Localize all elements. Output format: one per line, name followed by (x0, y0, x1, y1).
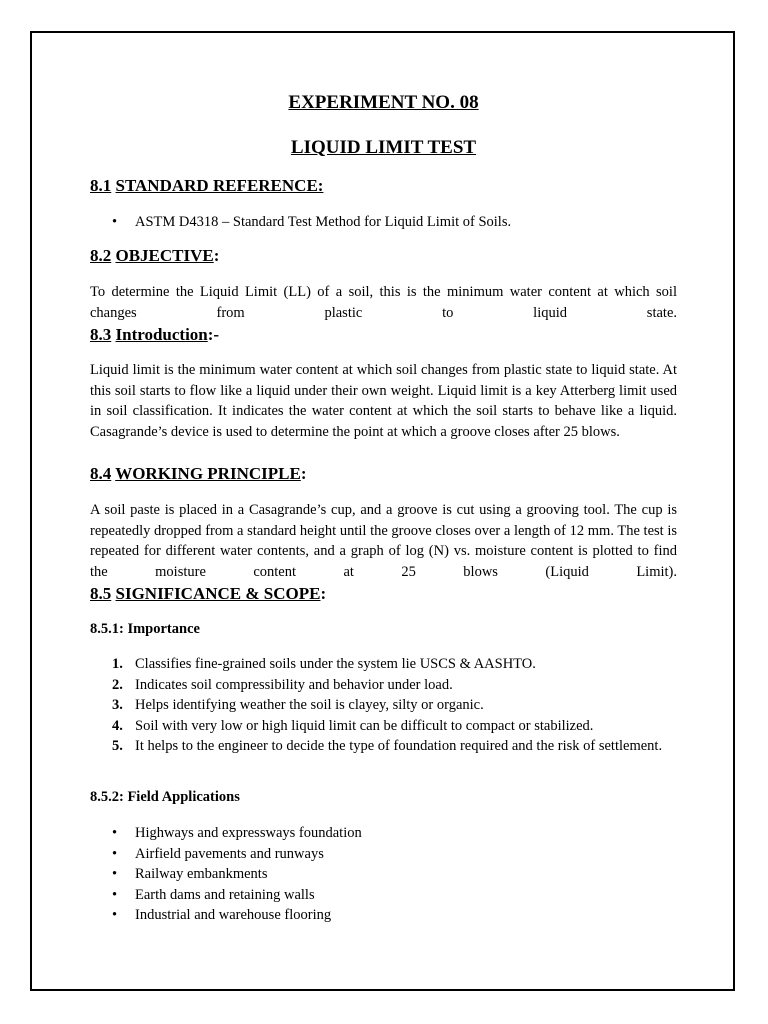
section-8-1-heading (90, 176, 323, 196)
list-item: 4. Soil with very low or high liquid limit can be difficult to compact or stabilized. (112, 717, 594, 734)
list-item: • Airfield pavements and runways (90, 844, 677, 865)
bullet-icon: • (112, 845, 118, 862)
field-applications-subheading: 8.5.2: Field Applications (90, 789, 240, 805)
list-item: • Earth dams and retaining walls (90, 885, 677, 906)
list-item: • Railway embankments (90, 864, 677, 885)
importance-list (90, 654, 677, 757)
section-number: 8.1 (90, 176, 112, 195)
section-8-5-heading: 8.5 SIGNIFICANCE & SCOPE: (90, 584, 327, 603)
test-title: LIQUID LIMIT TEST (290, 137, 477, 158)
importance-subheading: 8.5.1: Importance (90, 621, 200, 637)
list-item: 3. Helps identifying weather the soil is clayey, silty or organic. (112, 697, 484, 713)
list-item: • Industrial and warehouse flooring (90, 905, 677, 926)
bullet-icon: • (112, 214, 118, 230)
list-item: 1. Classifies fine-grained soils under the system lie USCS & AASHTO. (112, 656, 536, 672)
field-applications-list (90, 823, 677, 926)
section-title: STANDARD REFERENCE: (115, 176, 324, 195)
standard-reference-list (90, 212, 677, 233)
list-item: • ASTM D4318 – Standard Test Method for Liquid Limit of Soils. (90, 212, 677, 233)
list-item: 2. Indicates soil compressibility and behavior under load. (112, 676, 453, 693)
objective-text: To determine the Liquid Limit (LL) of a soil, this is the minimum water content at which soil changes from plastic to liquid state. (90, 284, 677, 321)
bullet-icon: • (112, 886, 118, 903)
bullet-icon: • (112, 907, 118, 923)
section-8-2-heading: 8.2 OBJECTIVE: (90, 246, 220, 265)
bullet-icon: • (112, 866, 118, 882)
working-principle-text: A soil paste is placed in a Casagrande’s cup, and a groove is cut using a grooving tool. The cup is repeatedly dropped from a standard height until the groove closes over a length of 12 mm. The test is repeated for different water contents, and a graph of log (N) vs. moisture content is plotted to find the moisture content at 25 blows (Liquid Limit). (90, 502, 677, 580)
section-8-3-heading: 8.3 Introduction:- (90, 325, 220, 344)
section-8-4-heading: 8.4 WORKING PRINCIPLE: (90, 464, 307, 483)
list-item: • Highways and expressways foundation (90, 823, 677, 844)
list-item: 5. It helps to the engineer to decide the type of foundation required and the risk of settlement. (112, 738, 663, 754)
experiment-number: EXPERIMENT NO. 08 (288, 92, 479, 113)
introduction-text: Liquid limit is the minimum water content at which soil changes from plastic state to liquid state. At this soil starts to flow like a liquid under their own weight. Liquid limit is a key Atterberg limit used in soil classification. It indicates the water content at which the soil starts to behave like a liquid. Casagrande’s device is used to determine the point at which a groove closes after 25 blows. (90, 362, 677, 440)
bullet-icon: • (112, 825, 118, 841)
